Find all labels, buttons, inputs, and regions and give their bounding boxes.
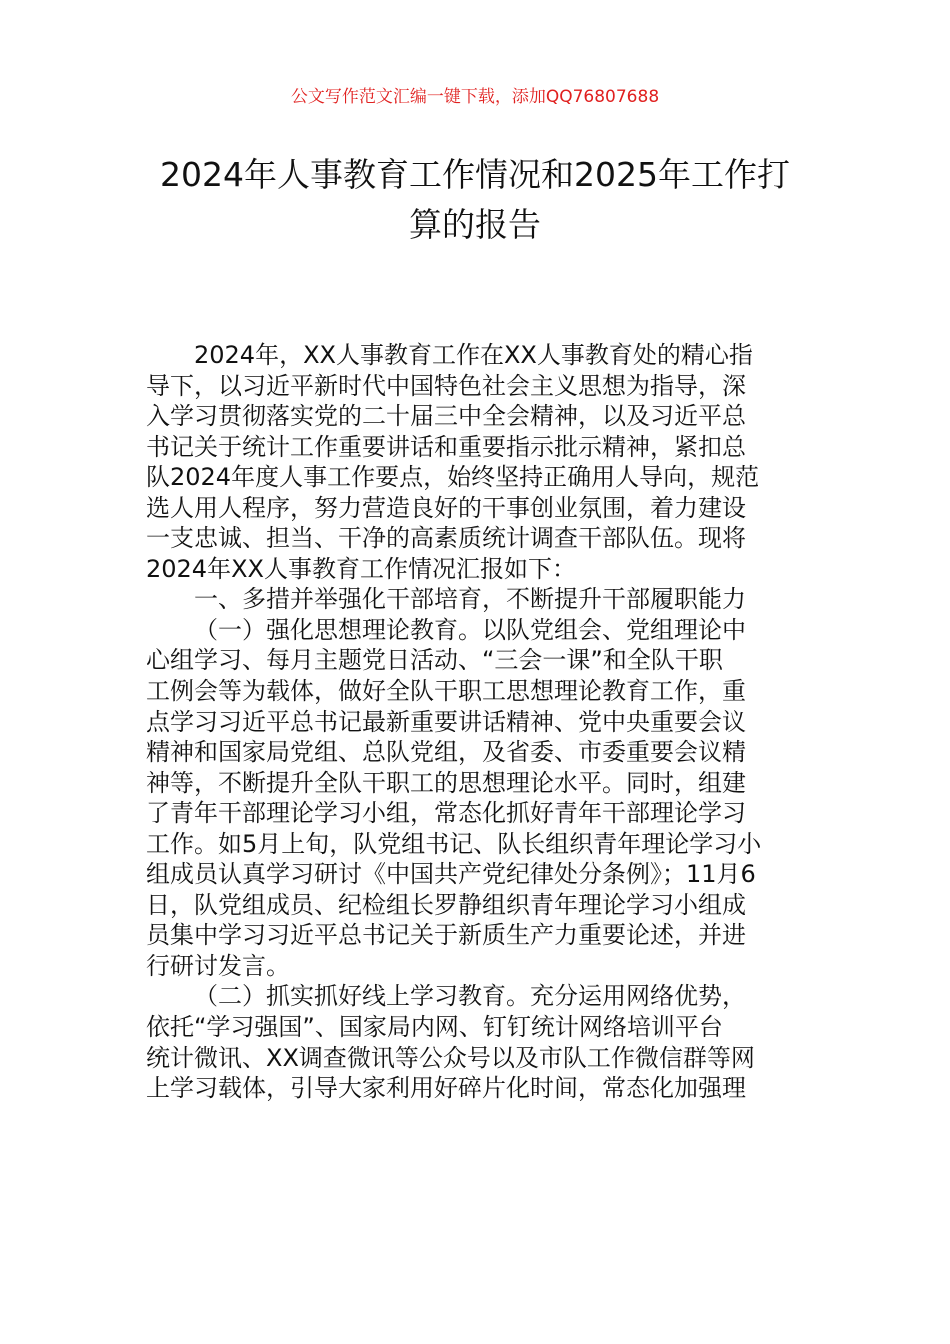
body-line: 统计微讯、XX调查微讯等公众号以及市队工作微信群等网 xyxy=(146,1043,755,1072)
body-line: 了青年干部理论学习小组，常态化抓好青年干部理论学习 xyxy=(146,799,746,828)
body-line: 队2024年度人事工作要点，始终坚持正确用人导向，规范 xyxy=(146,463,760,492)
body-line: （一）强化思想理论教育。以队党组会、党组理论中 xyxy=(194,615,746,644)
body-line: 点学习习近平总书记最新重要讲话精神、党中央重要会议 xyxy=(146,707,746,736)
body-line: 组成员认真学习研讨《中国共产党纪律处分条例》；11月6 xyxy=(146,860,756,889)
body-line: 心组学习、每月主题党日活动、“三会一课”和全队干职 xyxy=(146,646,723,675)
body-line: （二）抓实抓好线上学习教育。充分运用网络优势， xyxy=(194,982,746,1011)
body-line: 上学习载体，引导大家利用好碎片化时间，常态化加强理 xyxy=(146,1074,746,1103)
body-line: 选人用人程序，努力营造良好的干事创业氛围，着力建设 xyxy=(146,493,746,522)
title-line: 算的报告 xyxy=(409,205,541,244)
body-line: 入学习贯彻落实党的二十届三中全会精神，以及习近平总 xyxy=(146,402,746,431)
body-line: 行研讨发言。 xyxy=(146,951,290,980)
body-line: 导下，以习近平新时代中国特色社会主义思想为指导，深 xyxy=(146,371,746,400)
body-line: 2024年，XX人事教育工作在XX人事教育处的精心指 xyxy=(194,341,753,369)
body-line: 日，队党组成员、纪检组长罗静组织青年理论学习小组成 xyxy=(146,890,746,919)
section-heading: 一、多措并举强化干部培育，不断提升干部履职能力 xyxy=(194,585,746,614)
body-line: 神等，不断提升全队干职工的思想理论水平。同时，组建 xyxy=(146,768,746,797)
body-line: 精神和国家局党组、总队党组，及省委、市委重要会议精 xyxy=(146,738,746,767)
document-title xyxy=(100,150,850,250)
body-line: 2024年XX人事教育工作情况汇报如下： xyxy=(146,554,576,583)
body-line: 书记关于统计工作重要讲话和重要指示批示精神，紧扣总 xyxy=(146,432,746,461)
body-line: 一支忠诚、担当、干净的高素质统计调查干部队伍。现将 xyxy=(146,524,746,553)
document-body xyxy=(146,340,816,1104)
body-line: 工作。如5月上旬，队党组书记、队长组织青年理论学习小 xyxy=(146,829,762,858)
body-line: 员集中学习习近平总书记关于新质生产力重要论述，并进 xyxy=(146,921,746,950)
title-line: 2024年人事教育工作情况和2025年工作打 xyxy=(160,155,790,194)
body-line: 依托“学习强国”、国家局内网、钉钉统计网络培训平台 xyxy=(146,1013,723,1042)
watermark-text: 公文写作范文汇编一键下载，添加QQ76807688 xyxy=(290,87,660,107)
body-line: 工例会等为载体，做好全队干职工思想理论教育工作，重 xyxy=(146,677,746,706)
